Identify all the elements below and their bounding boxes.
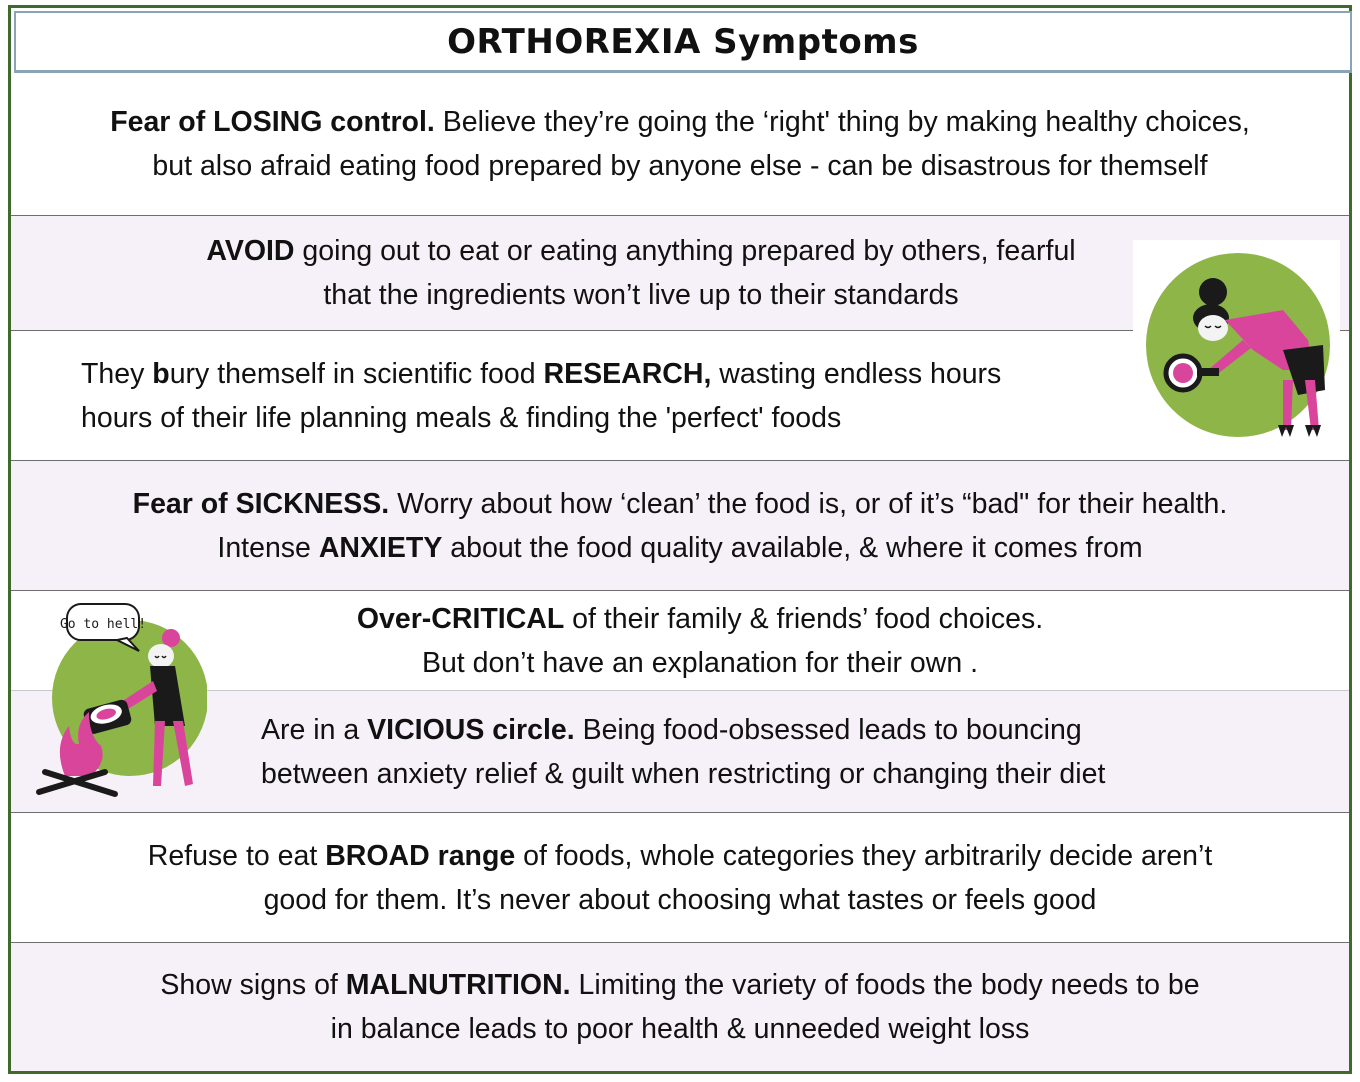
- symptoms-table: [8, 5, 1352, 1074]
- burning-food-icon: [35, 596, 207, 800]
- page-title: ORTHOREXIA Symptoms: [447, 21, 919, 62]
- symptom-keyword: Over-CRITICAL: [356, 602, 565, 635]
- symptom-line: Worry about how ‘clean’ the food is, or of it’s “bad" for their health.: [389, 487, 1228, 520]
- symptom-line: in balance leads to poor health & unneeded weight loss: [330, 1013, 1030, 1045]
- symptom-keyword: Fear of SICKNESS.: [132, 487, 390, 520]
- symptom-line: but also afraid eating food prepared by anyone else - can be disastrous for themself: [152, 150, 1208, 182]
- symptom-text: [317, 597, 1043, 685]
- symptom-row: [11, 812, 1349, 942]
- symptom-text: [11, 229, 1271, 317]
- symptom-keyword: b: [152, 357, 170, 390]
- burning-food-illustration: [35, 596, 207, 800]
- symptom-text: [160, 963, 1199, 1051]
- symptom-line: They: [81, 357, 153, 390]
- symptom-line: Are in a: [261, 713, 368, 746]
- symptom-line: Intense: [217, 531, 319, 564]
- symptom-line: ury themself in scientific food: [169, 357, 544, 390]
- symptom-text: [133, 482, 1228, 570]
- inspecting-food-illustration: [1133, 240, 1340, 440]
- symptom-row: [11, 942, 1349, 1071]
- symptom-line: that the ingredients won’t live up to their standards: [323, 279, 959, 311]
- symptom-row: [11, 460, 1349, 590]
- symptom-line: Being food-obsessed leads to bouncing: [574, 713, 1082, 746]
- symptom-line: of their family & friends’ food choices.: [564, 602, 1044, 635]
- symptom-line: But don’t have an explanation for their own .: [421, 646, 979, 679]
- symptom-keyword: BROAD range: [325, 839, 516, 872]
- symptom-keyword: AVOID: [206, 235, 295, 267]
- symptom-line: Show signs of: [160, 969, 346, 1001]
- symptom-line: Limiting the variety of foods the body needs to be: [570, 969, 1200, 1001]
- symptom-row: [11, 690, 1349, 812]
- title-bar: [14, 11, 1352, 73]
- symptom-row: [11, 73, 1349, 215]
- speech-bubble-text: Go to hell!: [59, 617, 147, 632]
- symptom-text: [11, 352, 1001, 440]
- symptom-line: good for them. It’s never about choosing what tastes or feels good: [263, 883, 1097, 916]
- symptom-line: between anxiety relief & guilt when restricting or changing their diet: [261, 757, 1106, 790]
- symptom-keyword: MALNUTRITION.: [345, 969, 571, 1001]
- inspecting-food-icon: [1133, 240, 1340, 440]
- symptom-keyword: ANXIETY: [318, 531, 443, 564]
- symptom-row: [11, 590, 1349, 690]
- symptom-line: wasting endless hours: [711, 357, 1002, 390]
- symptom-text: [148, 834, 1213, 922]
- symptom-text: [110, 100, 1250, 188]
- symptom-line: about the food quality available, & where it comes from: [442, 531, 1143, 564]
- symptom-line: Believe they’re going the ‘right' thing by making healthy choices,: [434, 106, 1250, 138]
- symptom-line: hours of their life planning meals & finding the 'perfect' foods: [81, 401, 842, 434]
- symptom-keyword: VICIOUS circle.: [367, 713, 575, 746]
- symptom-keyword: Fear of LOSING control.: [110, 106, 435, 138]
- symptom-line: going out to eat or eating anything prepared by others, fearful: [294, 235, 1076, 267]
- symptom-line: Refuse to eat: [147, 839, 326, 872]
- symptom-keyword: RESEARCH,: [543, 357, 712, 390]
- symptom-line: of foods, whole categories they arbitrarily decide aren’t: [515, 839, 1213, 872]
